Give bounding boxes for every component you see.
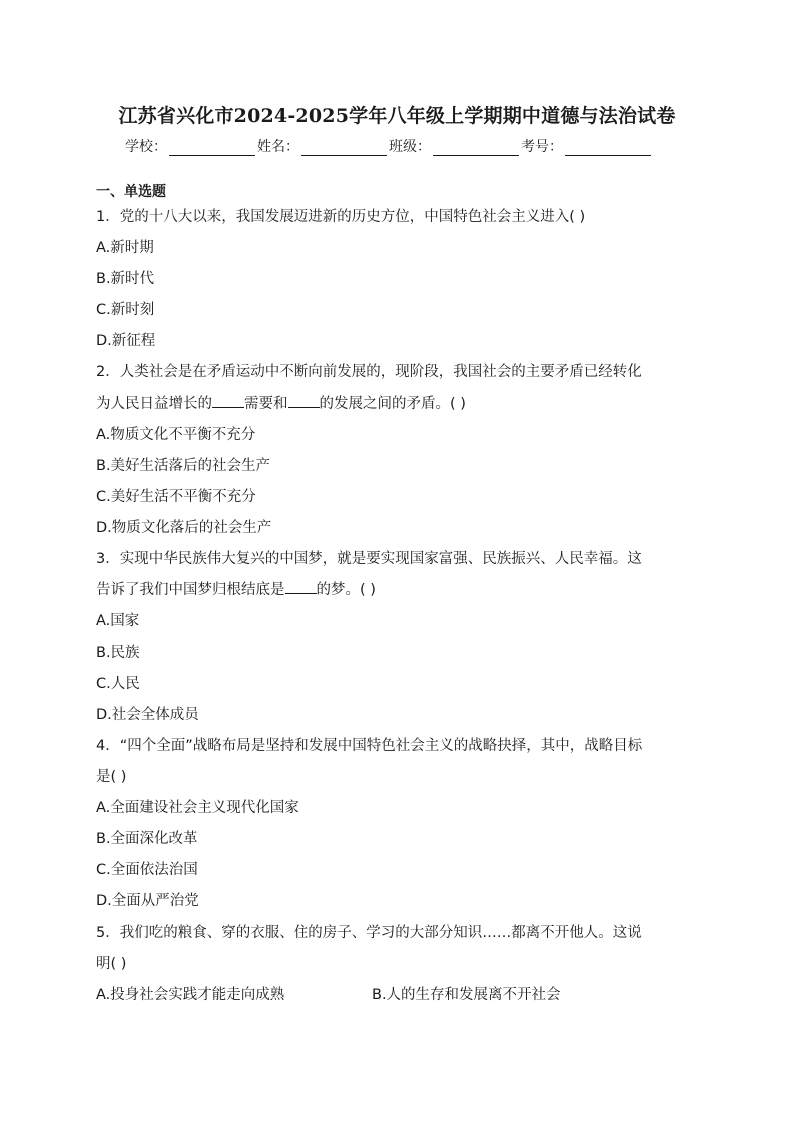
q2-option-d: D.物质文化落后的社会生产	[96, 520, 272, 536]
q5-option-b: B.人的生存和发展离不开社会	[372, 987, 561, 1003]
q2-option-c: C.美好生活不平衡不充分	[96, 489, 256, 505]
q1-stem: 1．党的十八大以来，我国发展迈进新的历史方位，中国特色社会主义进入( )	[96, 209, 586, 225]
q3-option-a: A.国家	[96, 613, 140, 629]
q3-stem-line1: 3．实现中华民族伟大复兴的中国梦，就是要实现国家富强、民族振兴、人民幸福。这	[96, 551, 642, 567]
q2-stem-part1: 为人民日益增长的	[96, 396, 212, 412]
number-label: 考号：	[521, 139, 563, 155]
class-blank	[433, 141, 519, 156]
q2-stem-part3: 的发展之间的矛盾。( )	[319, 396, 466, 412]
school-blank	[169, 141, 255, 156]
q1-option-d: D.新征程	[96, 333, 156, 349]
q3-option-d: D.社会全体成员	[96, 707, 199, 723]
q2-stem-part2: 需要和	[244, 396, 288, 412]
q2-blank-2	[288, 394, 320, 408]
q1-option-b: B.新时代	[96, 271, 155, 287]
school-label: 学校：	[125, 139, 167, 155]
q2-stem-line1: 2．人类社会是在矛盾运动中不断向前发展的，现阶段，我国社会的主要矛盾已经转化	[96, 364, 642, 380]
name-blank	[301, 141, 387, 156]
q1-option-c: C.新时刻	[96, 302, 155, 318]
q1-option-a: A.新时期	[96, 240, 154, 256]
q3-stem-line2	[96, 578, 376, 599]
q3-option-b: B.民族	[96, 645, 140, 661]
q5-stem-line1: 5．我们吃的粮食、穿的衣服、住的房子、学习的大部分知识……都离不开他人。这说	[96, 925, 642, 941]
class-label: 班级：	[389, 139, 431, 155]
q4-stem-line1: 4．“四个全面”战略布局是坚持和发展中国特色社会主义的战略抉择，其中，战略目标	[96, 738, 643, 754]
q2-option-b: B.美好生活落后的社会生产	[96, 458, 271, 474]
student-info-row	[125, 136, 653, 156]
q5-stem-line2: 明( )	[96, 956, 127, 972]
name-label: 姓名：	[257, 139, 299, 155]
q3-blank	[285, 580, 317, 594]
q2-blank-1	[212, 394, 244, 408]
section-title: 一、单选题	[96, 184, 166, 200]
q2-option-a: A.物质文化不平衡不充分	[96, 427, 256, 443]
q4-option-b: B.全面深化改革	[96, 831, 198, 847]
q3-option-c: C.人民	[96, 676, 140, 692]
q3-stem-part1: 告诉了我们中国梦归根结底是	[96, 582, 285, 598]
q3-stem-part2: 的梦。( )	[316, 582, 376, 598]
q5-options-row	[96, 983, 561, 1004]
q4-option-d: D.全面从严治党	[96, 893, 199, 909]
q4-option-a: A.全面建设社会主义现代化国家	[96, 800, 299, 816]
q4-option-c: C.全面依法治国	[96, 862, 198, 878]
exam-title: 江苏省兴化市2024-2025学年八年级上学期期中道德与法治试卷	[118, 105, 676, 127]
q4-stem-line2: 是( )	[96, 769, 127, 785]
number-blank	[565, 141, 651, 156]
q2-stem-line2	[96, 392, 466, 413]
q5-option-a: A.投身社会实践才能走向成熟	[96, 987, 285, 1003]
